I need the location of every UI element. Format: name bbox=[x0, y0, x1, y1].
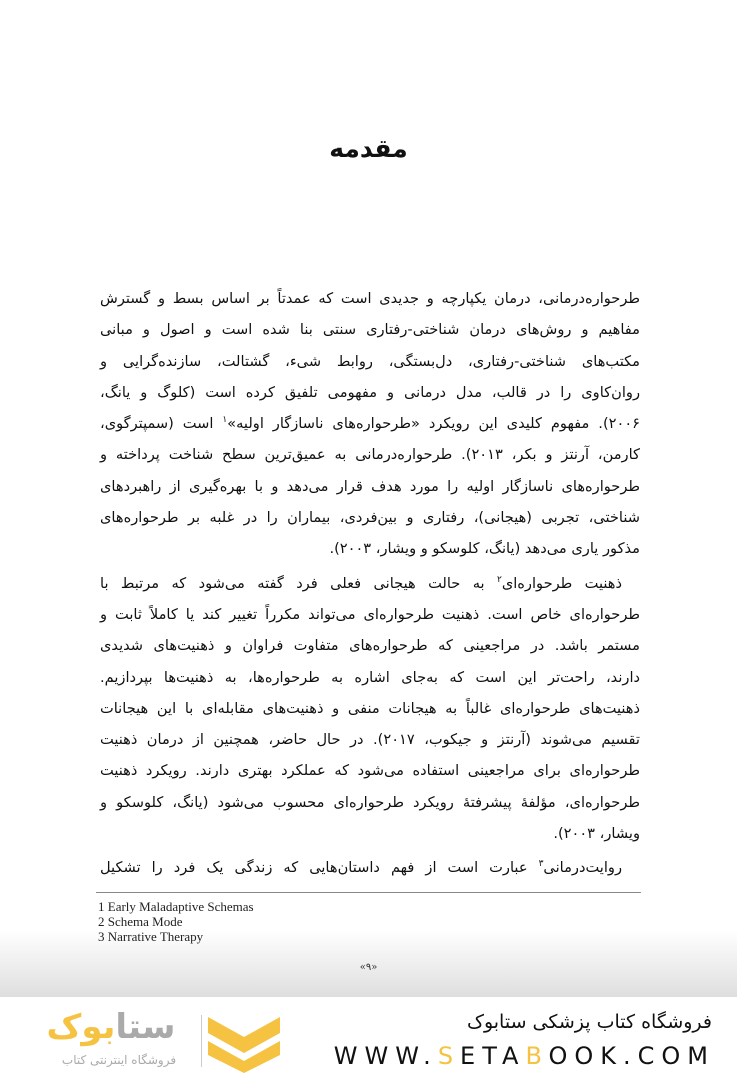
text-line bbox=[100, 852, 640, 883]
text-line: کارمن، آرنتز و بکر، ۲۰۱۳). طرحواره‌درمانی به عمیق‌ترین سطح شناخت پرداخته و bbox=[100, 446, 640, 464]
footnote-divider bbox=[96, 892, 641, 893]
text-line: طرحواره‌ای، مؤلفهٔ پیشرفتهٔ رویکرد طرحواره‌ای محسوب می‌شود (یانگ، کلوسکو و bbox=[100, 793, 640, 811]
text-line: مذکور یاری می‌دهد (یانگ، کلوسکو و ویشار، ۲۰۰۳). bbox=[329, 540, 640, 558]
text-line: تقسیم می‌شوند (آرنتز و جیکوب، ۲۰۱۷). در حال حاضر، همچنین از درمان ذهنیت bbox=[100, 731, 640, 749]
footnotes bbox=[98, 899, 254, 944]
logo-subtitle: فروشگاه اینترنتی کتاب bbox=[61, 1053, 177, 1067]
text-segment: به حالت هیجانی فعلی فرد گفته می‌شود که مرتبط با bbox=[100, 574, 497, 592]
text-line: طرحواره‌های ناسازگار اولیه را مورد هدف قرار می‌دهد و با بهره‌گیری از راهبردهای bbox=[100, 477, 640, 495]
text-line: شناختی، تجربی (هیجانی)، رفتاری و بین‌فردی، بیماران را در غلبه بر طرحواره‌های bbox=[100, 509, 640, 527]
logo-divider bbox=[201, 1015, 202, 1067]
text-line: مکتب‌های شناختی-رفتاری، دل‌بستگی، روابط شیء، گشتالت، سازنده‌گرایی و bbox=[100, 352, 640, 370]
text-segment: عبارت است از فهم داستان‌هایی که زندگی یک فرد را تشکیل bbox=[100, 859, 539, 877]
text-segment: ذهنیت طرحواره‌ای bbox=[501, 574, 622, 592]
text-line: مفاهیم و روش‌های درمان شناختی-رفتاری سنتی بنا شده است و اصول و مبانی bbox=[100, 321, 640, 339]
text-line: دارند، راحت‌تر این است که به‌جای اشاره به طرحواره‌ها، به ذهنیت‌ها بپردازیم. bbox=[100, 668, 640, 686]
text-line: ذهنیت‌های طرحواره‌ای غالباً به هیجانات منفی و ذهنیت‌های مقابله‌ای با این هیجانات bbox=[100, 699, 640, 717]
text-line bbox=[100, 408, 640, 439]
text-line: روان‌کاوی را در قالب، مدل درمانی و مفهومی تلفیق کرده است (کلوگ و یانگ، bbox=[100, 383, 640, 401]
page-title: مقدمه bbox=[329, 134, 408, 163]
shop-name: فروشگاه کتاب پزشکی ستابوک bbox=[466, 1011, 712, 1033]
footnote: 3 Narrative Therapy bbox=[98, 929, 204, 944]
footnote: 1 Early Maladaptive Schemas bbox=[98, 899, 254, 914]
page-number: «۹» bbox=[359, 962, 378, 973]
footnote: 2 Schema Mode bbox=[98, 914, 183, 929]
text-line bbox=[100, 568, 640, 599]
text-line: طرحواره‌ای برای مراجعینی استفاده می‌شود که عملکرد بهتری دارند. رویکرد ذهنیت bbox=[100, 762, 640, 780]
logo-wordmark: ستابوک bbox=[46, 1007, 176, 1047]
text-segment: روایت‌درمانی bbox=[543, 859, 622, 877]
footnote-ref-2: ۲ bbox=[496, 574, 502, 585]
text-line: طرحواره‌ای خاص است. ذهنیت طرحواره‌ای می‌تواند مکرراً تغییر کند یا کاملاً ثابت و bbox=[100, 605, 640, 623]
text-segment: ۲۰۰۶). مفهوم کلیدی این رویکرد «طرحواره‌های ناسازگار اولیه» bbox=[227, 415, 640, 433]
text-line: طرحواره‌درمانی، درمان یکپارچه و جدیدی است که عمدتاً بر اساس بسط و گسترش bbox=[100, 290, 640, 307]
store-banner bbox=[0, 997, 737, 1080]
store-logo bbox=[36, 1007, 286, 1075]
store-url[interactable]: WWW.SETABOOK.COM bbox=[333, 1042, 715, 1070]
footnote-ref-1: ۱ bbox=[222, 415, 228, 426]
text-line: ویشار، ۲۰۰۳). bbox=[553, 825, 640, 843]
body-text bbox=[100, 283, 640, 884]
text-segment: است (سمپترگوی، bbox=[100, 415, 223, 433]
text-line: مستمر باشد. در مراجعینی که طرحواره‌های متفاوت فراوان و ذهنیت‌های شدیدی bbox=[100, 637, 640, 655]
footnote-ref-3: ۳ bbox=[538, 859, 544, 870]
chevron-logo-icon bbox=[208, 1011, 280, 1073]
